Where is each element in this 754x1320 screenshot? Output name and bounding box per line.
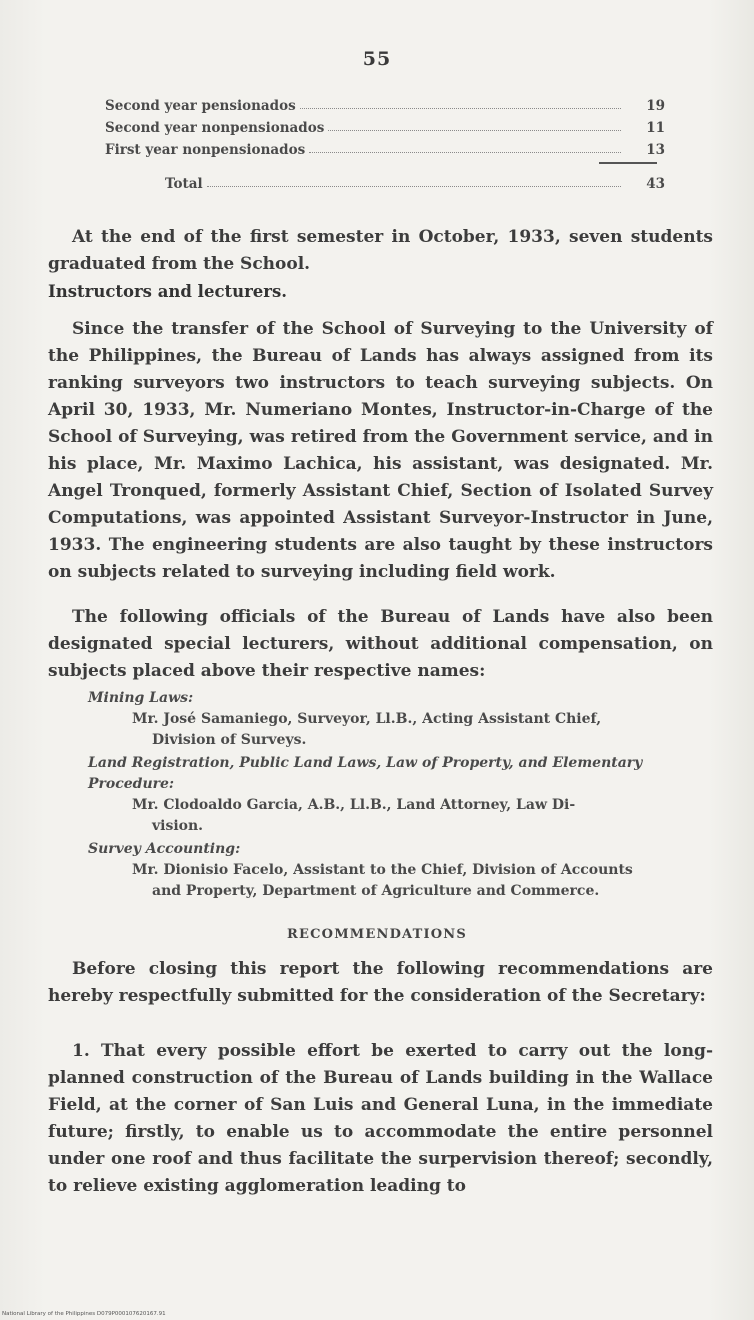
lecturer-name: [88, 795, 708, 837]
instructors-paragraph: [48, 316, 713, 586]
leader-dots: [309, 151, 621, 153]
lecturer-entry: [88, 839, 708, 902]
paragraph-text: At the end of the first semester in October, 1933, seven students graduated from the School.: [48, 227, 713, 274]
enrollment-row-count: 11: [646, 120, 665, 136]
lecturer-subject: Survey Accounting:: [88, 841, 241, 857]
paragraph-text: 1. That every possible effort be exerted to carry out the long-planned construction of the Bureau of Lands building in the Wallace Field, at the corner of San Luis and General Luna, in the immediate future; firstly, to enable us to accommodate the entire personnel under one roof and thus facilitate the surpervision thereof; secondly, to relieve existing agglomeration leading to: [48, 1041, 713, 1196]
recommendation-item-1: [48, 1038, 713, 1200]
leader-dots: [328, 129, 621, 131]
page-number: 55: [362, 48, 392, 70]
graduation-paragraph: [48, 224, 713, 278]
total-rule: [105, 158, 665, 170]
enrollment-row: [105, 114, 665, 136]
lecturer-name: [88, 709, 708, 751]
enrollment-row: [105, 136, 665, 158]
enrollment-row: [105, 92, 665, 114]
leader-dots: [300, 107, 621, 109]
lecturers-list: [88, 688, 708, 904]
enrollment-total-label: Total: [165, 176, 203, 192]
enrollment-total-row: [105, 170, 665, 192]
leader-dots: [207, 185, 621, 187]
paragraph-text: Before closing this report the following recommendations are hereby respectfully submitted for the consideration of the Secretary:: [48, 959, 713, 1006]
lecturer-entry: [88, 753, 708, 837]
lecturers-intro-paragraph: [48, 604, 713, 685]
enrollment-row-label: Second year nonpensionados: [105, 120, 325, 136]
lecturer-subject: Mining Laws:: [88, 690, 194, 706]
lecturer-name-line: Mr. José Samaniego, Surveyor, Ll.B., Acting Assistant Chief,: [132, 711, 602, 727]
recommendations-intro-paragraph: [48, 956, 713, 1010]
library-stamp: National Library of the Philippines D079P000107620167.91: [2, 1311, 166, 1317]
section-heading-instructors: Instructors and lecturers.: [48, 282, 288, 301]
lecturer-name-line: Mr. Clodoaldo Garcia, A.B., Ll.B., Land Attorney, Law Di-: [132, 797, 576, 813]
lecturer-entry: [88, 688, 708, 751]
lecturer-name-continuation: and Property, Department of Agriculture and Commerce.: [152, 883, 600, 899]
enrollment-row-label: Second year pensionados: [105, 98, 296, 114]
lecturer-name-line: Mr. Dionisio Facelo, Assistant to the Chief, Division of Accounts: [132, 862, 633, 878]
enrollment-row-count: 13: [646, 142, 665, 158]
lecturer-name-continuation: Division of Surveys.: [152, 732, 307, 748]
paragraph-text: The following officials of the Bureau of Lands have also been designated special lecturers, without additional compensation, on subjects placed above their respective names:: [48, 607, 713, 681]
lecturer-subject: Land Registration, Public Land Laws, Law of Property, and Elementary Procedure:: [88, 755, 643, 792]
recommendations-heading: RECOMMENDATIONS: [287, 927, 467, 942]
enrollment-total-count: 43: [646, 176, 665, 192]
lecturer-name-continuation: vision.: [152, 818, 204, 834]
enrollment-row-label: First year nonpensionados: [105, 142, 306, 158]
lecturer-name: [88, 860, 708, 902]
enrollment-row-count: 19: [646, 98, 665, 114]
enrollment-table: [105, 92, 665, 192]
paragraph-text: Since the transfer of the School of Surveying to the University of the Philippines, the Bureau of Lands has always assigned from its ranking surveyors two instructors to teach surveying subjects. On April 30, 1933, Mr. Numeriano Montes, Instructor-in-Charge of the School of Surveying, was retired from the Government service, and in his place, Mr. Maximo Lachica, his assistant, was designated. Mr. Angel Tronqued, formerly Assistant Chief, Section of Isolated Survey Computations, was appointed Assistant Surveyor-Instructor in June, 1933. The engineering students are also taught by these instructors on subjects related to surveying including field work.: [48, 319, 713, 582]
